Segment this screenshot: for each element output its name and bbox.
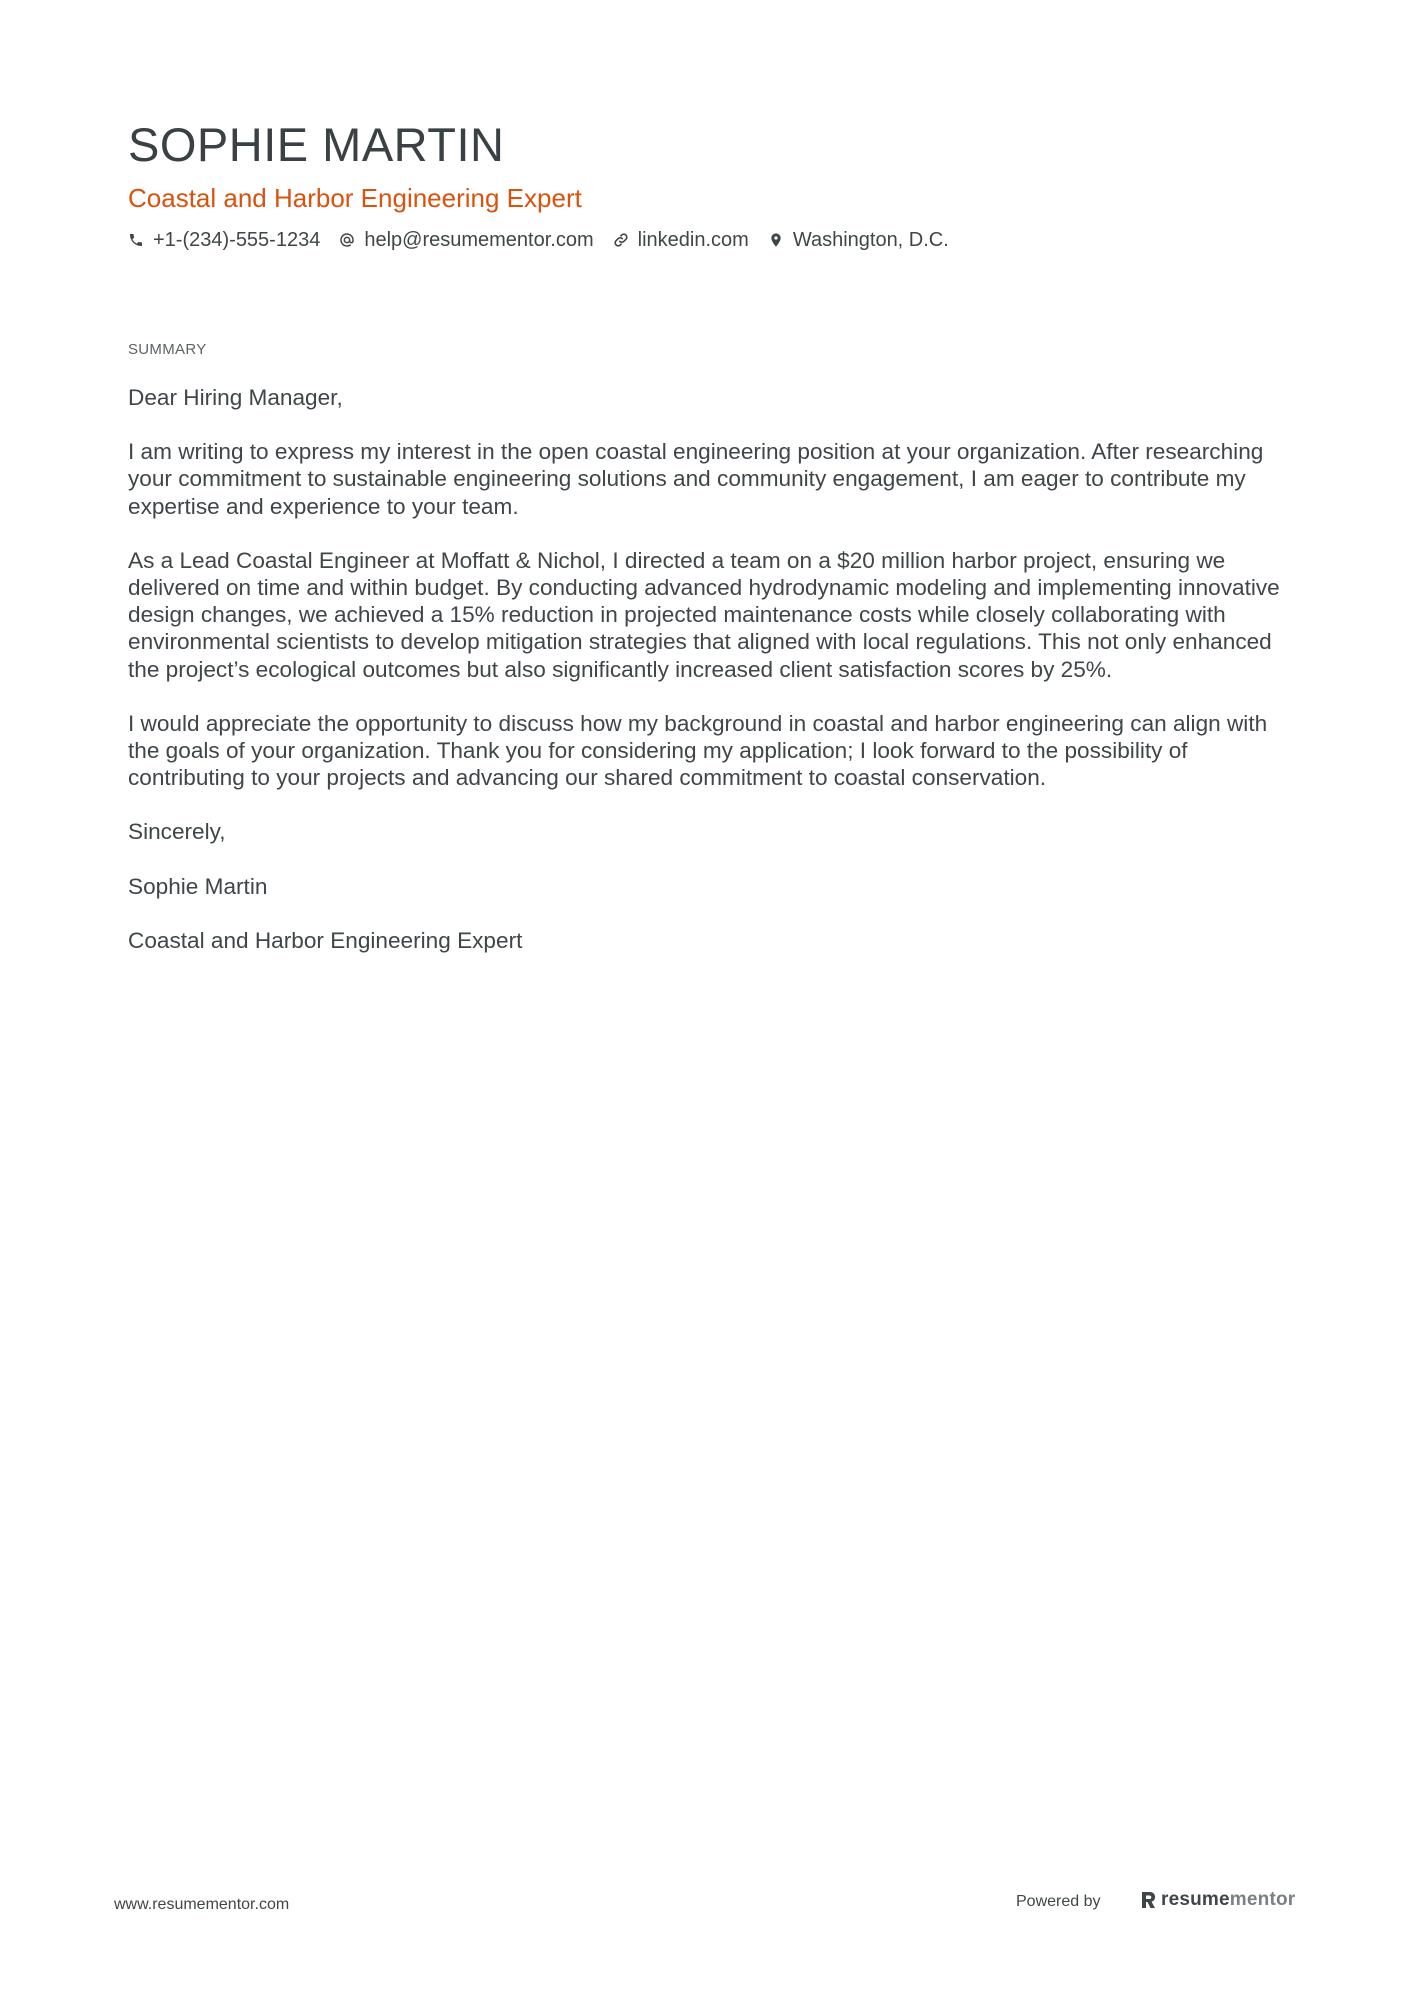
letter-greeting: Dear Hiring Manager,	[128, 385, 343, 410]
link-icon	[613, 232, 629, 248]
phone-text: +1-(234)-555-1234	[153, 229, 321, 251]
section-heading-summary: SUMMARY	[128, 341, 207, 358]
footer-website-link[interactable]: www.resumementor.com	[114, 1896, 290, 1913]
powered-by-label: Powered by	[1016, 1893, 1101, 1910]
contact-email[interactable]	[339, 226, 593, 254]
resumementor-brand[interactable]	[1140, 1888, 1295, 1912]
linkedin-text[interactable]: linkedin.com	[637, 229, 749, 251]
letter-paragraph: As a Lead Coastal Engineer at Moffatt & Nichol, I directed a team on a $20 million harbor project, ensuring we delivered on time and within budget. By conducting advanced hydrodynamic modeling and implementing innovative design changes, we achieved a 15% reduction in projected maintenance costs while closely collaborating with environmental scientists to develop mitigation strategies that aligned with local regulations. This not only enhanced the project’s ecological outcomes but also significantly increased client satisfaction scores by 25%.	[128, 547, 1280, 682]
email-text[interactable]: help@resumementor.com	[364, 229, 594, 251]
letter-paragraph: I am writing to express my interest in the open coastal engineering position at your organization. After researching your commitment to sustainable engineering solutions and community engagement, I am eager to contribute my expertise and experience to your team.	[128, 439, 1264, 519]
at-icon	[339, 232, 355, 248]
letter-body	[128, 384, 1298, 981]
phone-icon	[128, 232, 144, 248]
contact-bar	[128, 226, 968, 254]
candidate-title: Coastal and Harbor Engineering Expert	[128, 183, 582, 213]
candidate-name: SOPHIE MARTIN	[128, 118, 505, 171]
location-text: Washington, D.C.	[792, 229, 949, 251]
contact-location	[768, 226, 949, 254]
letter-paragraph: I would appreciate the opportunity to discuss how my background in coastal and harbor engineering can align with the goals of your organization. Thank you for considering my application; I look forward to the possibility of contributing to your projects and advancing our shared commitment to coastal conservation.	[128, 710, 1268, 791]
brand-wordmark-bold: resume	[1161, 1889, 1230, 1910]
brand-wordmark	[1161, 1888, 1295, 1912]
letter-closing: Sincerely,	[128, 819, 226, 845]
contact-linkedin[interactable]	[613, 226, 749, 254]
contact-phone	[128, 226, 320, 254]
map-pin-icon	[768, 232, 784, 248]
resumementor-logo-icon	[1140, 1890, 1157, 1910]
signature-name: Sophie Martin	[128, 873, 268, 899]
brand-wordmark-light: mentor	[1229, 1889, 1296, 1910]
signature-title: Coastal and Harbor Engineering Expert	[128, 927, 523, 953]
